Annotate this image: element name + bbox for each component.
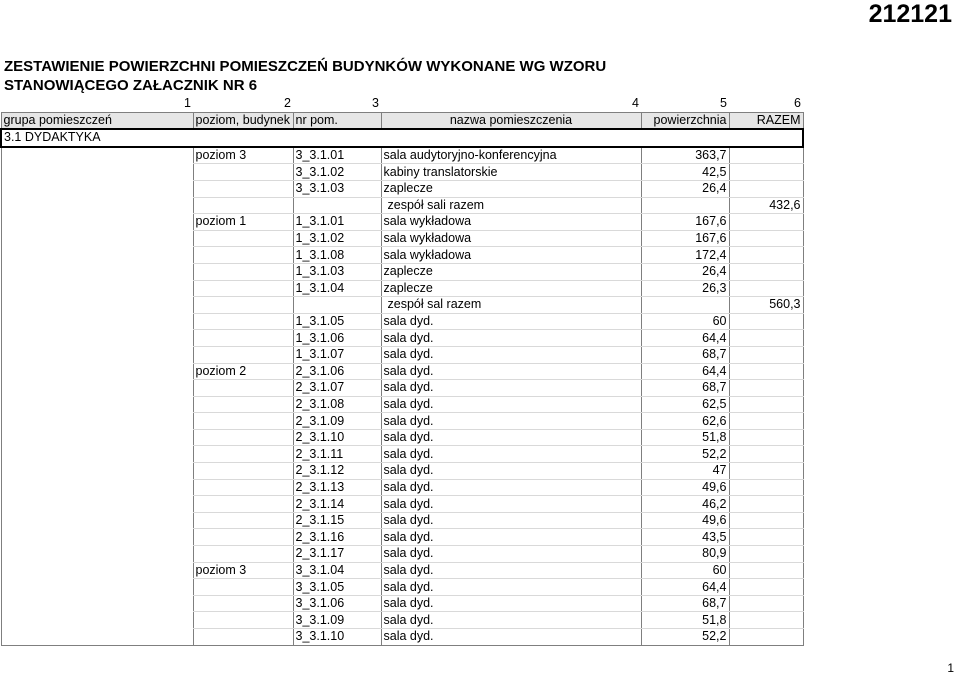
level-cell <box>193 180 293 197</box>
table-row <box>1 496 803 513</box>
room-name-cell: zaplecze <box>381 180 641 197</box>
column-number-row <box>1 96 803 112</box>
area-cell: 51,8 <box>641 429 729 446</box>
area-cell: 49,6 <box>641 512 729 529</box>
group-cell <box>1 263 193 280</box>
room-number-cell: 3_3.1.05 <box>293 579 381 596</box>
group-cell <box>1 247 193 264</box>
table-row <box>1 380 803 397</box>
group-cell <box>1 413 193 430</box>
group-cell <box>1 363 193 380</box>
area-cell <box>641 297 729 314</box>
table-row <box>1 512 803 529</box>
level-cell <box>193 164 293 181</box>
group-cell <box>1 612 193 629</box>
room-number-cell: 1_3.1.08 <box>293 247 381 264</box>
room-number-cell: 3_3.1.10 <box>293 629 381 646</box>
total-cell <box>729 396 803 413</box>
area-cell: 64,4 <box>641 579 729 596</box>
room-name-cell: sala wykładowa <box>381 230 641 247</box>
page-number: 1 <box>947 661 954 675</box>
level-cell <box>193 263 293 280</box>
column-number: 4 <box>632 96 639 111</box>
room-name-cell: sala dyd. <box>381 380 641 397</box>
area-cell: 47 <box>641 463 729 480</box>
total-cell <box>729 595 803 612</box>
room-name-cell: sala dyd. <box>381 595 641 612</box>
header-row <box>1 112 803 129</box>
room-number-cell: 1_3.1.03 <box>293 263 381 280</box>
room-name-cell: sala wykładowa <box>381 247 641 264</box>
total-cell <box>729 180 803 197</box>
level-cell <box>193 529 293 546</box>
room-name-cell: kabiny translatorskie <box>381 164 641 181</box>
table-row <box>1 612 803 629</box>
room-name-cell: sala dyd. <box>381 579 641 596</box>
room-name-cell: sala dyd. <box>381 330 641 347</box>
room-name-cell: sala dyd. <box>381 413 641 430</box>
table-row <box>1 214 803 231</box>
group-cell <box>1 496 193 513</box>
table-row <box>1 297 803 314</box>
level-cell <box>193 330 293 347</box>
area-cell <box>641 197 729 214</box>
total-cell <box>729 446 803 463</box>
level-cell <box>193 512 293 529</box>
total-cell <box>729 230 803 247</box>
group-cell <box>1 629 193 646</box>
level-cell <box>193 463 293 480</box>
level-cell <box>193 346 293 363</box>
room-name-cell: zespół sal razem <box>381 297 641 314</box>
table-row <box>1 562 803 579</box>
group-cell <box>1 479 193 496</box>
column-number: 6 <box>794 96 801 111</box>
room-name-cell: sala dyd. <box>381 429 641 446</box>
room-number-cell: 2_3.1.08 <box>293 396 381 413</box>
room-number-cell: 2_3.1.17 <box>293 546 381 563</box>
area-cell: 64,4 <box>641 363 729 380</box>
total-cell <box>729 263 803 280</box>
room-number-cell: 1_3.1.01 <box>293 214 381 231</box>
room-number-cell: 2_3.1.13 <box>293 479 381 496</box>
level-cell <box>193 546 293 563</box>
group-cell <box>1 396 193 413</box>
group-cell <box>1 330 193 347</box>
level-cell <box>193 396 293 413</box>
room-number-cell: 2_3.1.14 <box>293 496 381 513</box>
area-cell: 62,5 <box>641 396 729 413</box>
area-cell: 167,6 <box>641 214 729 231</box>
header-area: powierzchnia <box>641 112 729 129</box>
room-name-cell: sala dyd. <box>381 496 641 513</box>
total-cell <box>729 214 803 231</box>
table-body <box>1 147 803 645</box>
table-row <box>1 247 803 264</box>
header-group: grupa pomieszczeń <box>1 112 193 129</box>
table-row <box>1 413 803 430</box>
room-number-cell: 2_3.1.06 <box>293 363 381 380</box>
document-number: 212121 <box>868 0 952 28</box>
level-cell <box>193 629 293 646</box>
room-number-cell: 3_3.1.03 <box>293 180 381 197</box>
table-row <box>1 629 803 646</box>
title-line-2: STANOWIĄCEGO ZAŁACZNIK NR 6 <box>4 77 258 94</box>
group-cell <box>1 180 193 197</box>
room-number-cell: 2_3.1.12 <box>293 463 381 480</box>
room-number-cell: 2_3.1.15 <box>293 512 381 529</box>
level-cell <box>193 313 293 330</box>
total-cell <box>729 429 803 446</box>
group-cell <box>1 230 193 247</box>
level-cell <box>193 413 293 430</box>
room-number-cell: 3_3.1.02 <box>293 164 381 181</box>
level-cell <box>193 230 293 247</box>
header-room-name: nazwa pomieszczenia <box>381 112 641 129</box>
room-number-cell: 3_3.1.01 <box>293 147 381 164</box>
total-cell <box>729 147 803 164</box>
group-cell <box>1 346 193 363</box>
level-cell <box>193 579 293 596</box>
table-row <box>1 479 803 496</box>
total-cell <box>729 479 803 496</box>
level-cell <box>193 197 293 214</box>
total-cell <box>729 612 803 629</box>
room-number-cell <box>293 297 381 314</box>
area-cell: 68,7 <box>641 595 729 612</box>
table-row <box>1 346 803 363</box>
room-number-cell: 1_3.1.02 <box>293 230 381 247</box>
group-cell <box>1 595 193 612</box>
table-row <box>1 363 803 380</box>
level-cell <box>193 280 293 297</box>
total-cell <box>729 346 803 363</box>
table-row <box>1 197 803 214</box>
level-cell <box>193 380 293 397</box>
group-cell <box>1 214 193 231</box>
area-cell: 26,4 <box>641 263 729 280</box>
level-cell <box>193 429 293 446</box>
room-name-cell: sala dyd. <box>381 479 641 496</box>
area-cell: 26,3 <box>641 280 729 297</box>
total-cell <box>729 579 803 596</box>
total-cell <box>729 247 803 264</box>
area-cell: 51,8 <box>641 612 729 629</box>
table-row <box>1 263 803 280</box>
room-number-cell: 3_3.1.09 <box>293 612 381 629</box>
area-cell: 363,7 <box>641 147 729 164</box>
header-total: RAZEM <box>729 112 803 129</box>
area-table-sheet <box>0 96 802 646</box>
room-name-cell: sala dyd. <box>381 512 641 529</box>
column-number: 5 <box>720 96 727 111</box>
total-cell <box>729 629 803 646</box>
area-cell: 49,6 <box>641 479 729 496</box>
room-name-cell: sala audytoryjno-konferencyjna <box>381 147 641 164</box>
group-cell <box>1 562 193 579</box>
document-title <box>4 57 606 95</box>
area-cell: 68,7 <box>641 380 729 397</box>
level-cell: poziom 3 <box>193 562 293 579</box>
room-name-cell: sala dyd. <box>381 363 641 380</box>
table-row <box>1 147 803 164</box>
area-cell: 26,4 <box>641 180 729 197</box>
total-cell <box>729 413 803 430</box>
table-row <box>1 579 803 596</box>
room-name-cell: sala dyd. <box>381 313 641 330</box>
room-name-cell: sala dyd. <box>381 446 641 463</box>
total-cell <box>729 313 803 330</box>
room-name-cell: sala wykładowa <box>381 214 641 231</box>
room-name-cell: sala dyd. <box>381 562 641 579</box>
group-cell <box>1 380 193 397</box>
table-row <box>1 546 803 563</box>
room-number-cell: 1_3.1.05 <box>293 313 381 330</box>
area-cell: 52,2 <box>641 629 729 646</box>
room-number-cell: 3_3.1.06 <box>293 595 381 612</box>
room-name-cell: sala dyd. <box>381 546 641 563</box>
table-row <box>1 313 803 330</box>
total-cell <box>729 380 803 397</box>
table-row <box>1 429 803 446</box>
level-cell <box>193 446 293 463</box>
header-room-number: nr pom. <box>293 112 381 129</box>
total-cell <box>729 280 803 297</box>
table-row <box>1 230 803 247</box>
room-number-cell: 1_3.1.06 <box>293 330 381 347</box>
room-name-cell: zaplecze <box>381 263 641 280</box>
total-cell <box>729 330 803 347</box>
room-number-cell: 3_3.1.04 <box>293 562 381 579</box>
area-cell: 167,6 <box>641 230 729 247</box>
level-cell <box>193 496 293 513</box>
room-name-cell: sala dyd. <box>381 396 641 413</box>
group-cell <box>1 546 193 563</box>
group-cell <box>1 463 193 480</box>
level-cell <box>193 297 293 314</box>
area-cell: 43,5 <box>641 529 729 546</box>
area-cell: 60 <box>641 562 729 579</box>
group-cell <box>1 579 193 596</box>
area-table <box>0 96 804 646</box>
area-cell: 52,2 <box>641 446 729 463</box>
room-name-cell: sala dyd. <box>381 346 641 363</box>
area-cell: 62,6 <box>641 413 729 430</box>
table-row <box>1 164 803 181</box>
group-cell <box>1 297 193 314</box>
group-cell <box>1 280 193 297</box>
room-number-cell: 2_3.1.11 <box>293 446 381 463</box>
group-cell <box>1 529 193 546</box>
table-row <box>1 180 803 197</box>
level-cell <box>193 479 293 496</box>
room-number-cell: 2_3.1.16 <box>293 529 381 546</box>
group-cell <box>1 164 193 181</box>
total-cell <box>729 496 803 513</box>
room-number-cell: 1_3.1.04 <box>293 280 381 297</box>
area-cell: 46,2 <box>641 496 729 513</box>
total-cell <box>729 512 803 529</box>
header-level: poziom, budynek <box>193 112 293 129</box>
total-cell: 560,3 <box>729 297 803 314</box>
total-cell <box>729 463 803 480</box>
group-cell <box>1 147 193 164</box>
room-name-cell: zespół sali razem <box>381 197 641 214</box>
level-cell: poziom 1 <box>193 214 293 231</box>
table-row <box>1 595 803 612</box>
room-name-cell: sala dyd. <box>381 612 641 629</box>
area-cell: 60 <box>641 313 729 330</box>
table-row <box>1 280 803 297</box>
total-cell <box>729 562 803 579</box>
room-name-cell: zaplecze <box>381 280 641 297</box>
area-cell: 80,9 <box>641 546 729 563</box>
level-cell: poziom 2 <box>193 363 293 380</box>
total-cell: 432,6 <box>729 197 803 214</box>
room-number-cell: 2_3.1.09 <box>293 413 381 430</box>
group-cell <box>1 429 193 446</box>
table-row <box>1 446 803 463</box>
group-cell <box>1 446 193 463</box>
section-row <box>1 129 803 147</box>
column-number: 1 <box>184 96 191 111</box>
total-cell <box>729 546 803 563</box>
room-name-cell: sala dyd. <box>381 529 641 546</box>
section-title: 3.1 DYDAKTYKA <box>1 129 803 147</box>
area-cell: 42,5 <box>641 164 729 181</box>
total-cell <box>729 164 803 181</box>
room-number-cell: 2_3.1.10 <box>293 429 381 446</box>
level-cell <box>193 612 293 629</box>
table-row <box>1 463 803 480</box>
area-cell: 64,4 <box>641 330 729 347</box>
area-cell: 68,7 <box>641 346 729 363</box>
room-number-cell: 1_3.1.07 <box>293 346 381 363</box>
total-cell <box>729 529 803 546</box>
group-cell <box>1 313 193 330</box>
room-number-cell: 2_3.1.07 <box>293 380 381 397</box>
table-row <box>1 396 803 413</box>
title-line-1: ZESTAWIENIE POWIERZCHNI POMIESZCZEŃ BUDYNKÓW WYKONANE WG WZORU <box>4 58 607 75</box>
room-number-cell <box>293 197 381 214</box>
table-row <box>1 330 803 347</box>
room-name-cell: sala dyd. <box>381 629 641 646</box>
column-number: 3 <box>372 96 379 111</box>
area-cell: 172,4 <box>641 247 729 264</box>
table-row <box>1 529 803 546</box>
column-number: 2 <box>284 96 291 111</box>
level-cell <box>193 247 293 264</box>
group-cell <box>1 512 193 529</box>
group-cell <box>1 197 193 214</box>
level-cell: poziom 3 <box>193 147 293 164</box>
room-name-cell: sala dyd. <box>381 463 641 480</box>
level-cell <box>193 595 293 612</box>
total-cell <box>729 363 803 380</box>
